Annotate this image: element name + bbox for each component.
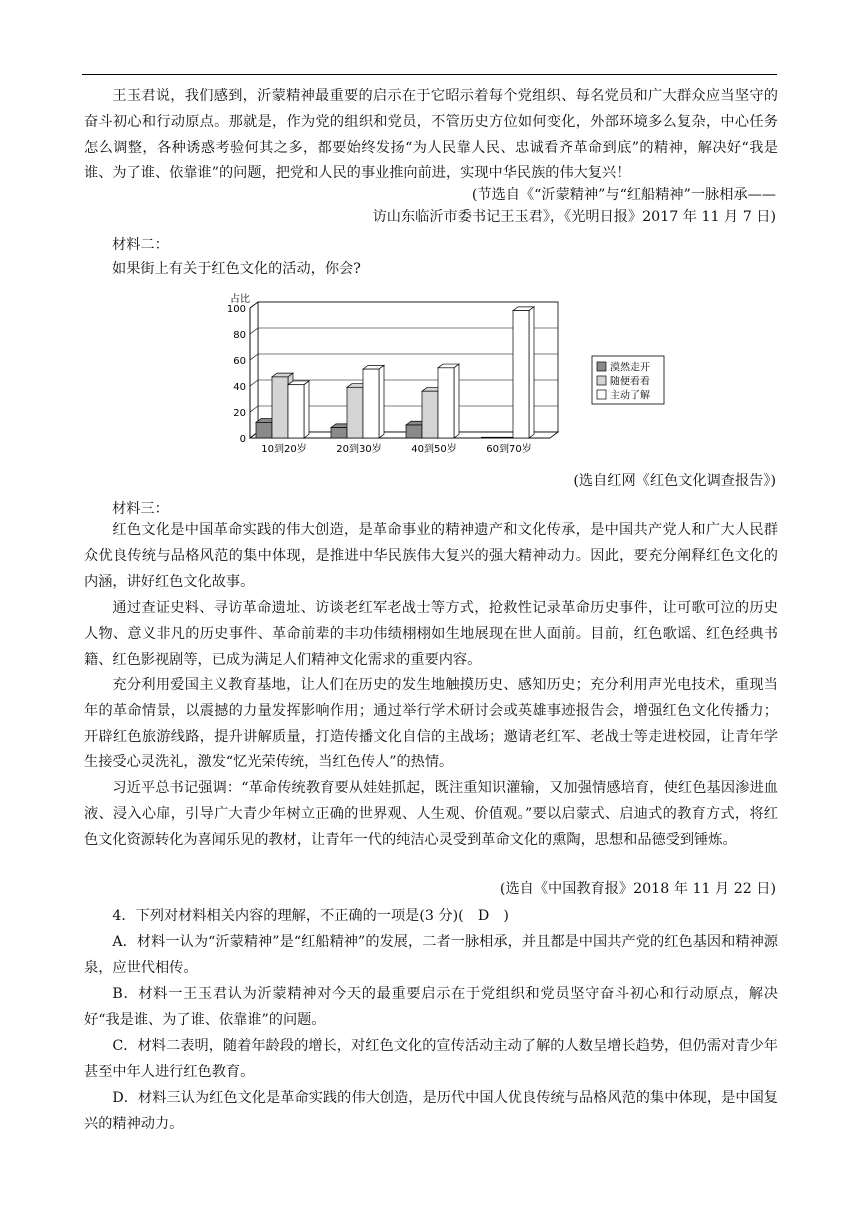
survey-chart-svg [220, 286, 680, 461]
y-tick-label: 0 [239, 434, 246, 445]
source3: (选自《中国教育报》2018 年 11 月 22 日) [499, 881, 776, 897]
material3-paragraph-3: 充分利用爱国主义教育基地，让人们在历史的发生地触摸历史、感知历史；充分利用声光电技术，重现当年的革命情景，以震撼的力量发挥影响作用；通过举行学术研讨会或英雄事迹报告会，增强红色文化传播力；开辟红色旅游线路，提升讲解质量，打造传播文化自信的主战场；邀请老红军、老战士等走进校园，让青年学生接受心灵洗礼，激发“忆光荣传统，当红色传人”的热情。 [84, 677, 778, 771]
y-tick-label: 20 [233, 408, 246, 419]
bar [363, 369, 379, 438]
material3-label: 材料三： [112, 501, 169, 517]
bar [272, 377, 288, 438]
bar-side-face [304, 381, 309, 438]
legend-swatch [597, 390, 606, 399]
x-tick-label: 40到50岁 [411, 444, 457, 455]
option-b: B．材料一王玉君认为沂蒙精神对今天的最重要启示在于党组织和党员坚守奋斗初心和行动原点，解决好“我是谁、为了谁、依靠谁”的问题。 [84, 986, 778, 1028]
x-tick-label: 20到30岁 [336, 444, 382, 455]
legend-swatch [597, 362, 606, 371]
material2-label: 材料二： [112, 237, 169, 253]
option-a: A．材料一认为“沂蒙精神”是“红船精神”的发展，二者一脉相承，并且都是中国共产党的红色基因和精神源泉，应世代相传。 [84, 934, 778, 976]
legend-swatch [597, 376, 606, 385]
bar [288, 385, 304, 438]
y-tick-label: 100 [226, 304, 246, 315]
option-c: C．材料二表明，随着年龄段的增长，对红色文化的宣传活动主动了解的人数呈增长趋势，但仍需对青少年甚至中年人进行红色教育。 [84, 1038, 778, 1080]
bar-side-face [379, 365, 384, 438]
material1-paragraph: 王玉君说，我们感到，沂蒙精神最重要的启示在于它昭示着每个党组织、每名党员和广大群众应当坚守的奋斗初心和行动原点。那就是，作为党的组织和党员，不管历史方位如何变化，外部环境多么复杂，中心任务怎么调整，各种诱惑考验何其之多，都要始终发扬“为人民靠人民、忠诚看齐革命到底”的精神，解决好“我是谁、为了谁、依靠谁”的问题，把党和人民的事业推向前进，实现中华民族的伟大复兴！ [84, 88, 778, 182]
legend-label: 漠然走开 [610, 362, 650, 374]
bar [422, 391, 438, 438]
legend-label: 随便看看 [610, 376, 650, 388]
bar [513, 311, 529, 438]
y-axis-label: 占比 [230, 294, 250, 305]
material3-paragraph-1: 红色文化是中国革命实践的伟大创造，是革命事业的精神遗产和文化传承，是中国共产党人和广大人民群众优良传统与品格风范的集中体现，是推进中华民族伟大复兴的强大精神动力。因此，要充分阐释红色文化的内涵，讲好红色文化故事。 [84, 522, 778, 590]
survey-chart [220, 286, 680, 461]
source1-line1: (节选自《“沂蒙精神”与“红船精神”一脉相承—— [471, 187, 776, 203]
bar [256, 422, 272, 438]
x-tick-label: 10到20岁 [261, 444, 307, 455]
bar [331, 428, 347, 438]
y-tick-label: 60 [233, 356, 246, 367]
material3-paragraph-4: 习近平总书记强调：“革命传统教育要从娃娃抓起，既注重知识灌输，又加强情感培育，使红色基因渗进血液、浸入心扉，引导广大青少年树立正确的世界观、人生观、价值观。”要以启蒙式、启迪式的教育方式，将红色文化资源转化为喜闻乐见的教材，让青年一代的纯洁心灵受到革命文化的熏陶，思想和品德受到锤炼。 [84, 780, 778, 848]
chart-source: (选自红网《红色文化调查报告》) [573, 473, 776, 489]
legend-label: 主动了解 [610, 390, 650, 402]
material2-question: 如果街上有关于红色文化的活动，你会? [112, 261, 361, 277]
material3-paragraph-2: 通过查证史料、寻访革命遗址、访谈老红军老战士等方式，抢救性记录革命历史事件，让可歌可泣的历史人物、意义非凡的历史事件、革命前辈的丰功伟绩栩栩如生地展现在世人面前。目前，红色歌谣、红色经典书籍、红色影视剧等，已成为满足人们精神文化需求的重要内容。 [84, 600, 778, 668]
chart-side-wall [250, 302, 258, 438]
bar [438, 368, 454, 438]
bar [406, 425, 422, 438]
y-tick-label: 40 [233, 382, 246, 393]
x-tick-label: 60到70岁 [486, 444, 532, 455]
bar-side-face [454, 364, 459, 438]
source1-line2: 访山东临沂市委书记王玉君》，《光明日报》2017 年 11 月 7 日) [372, 209, 776, 225]
question-stem: 4．下列对材料相关内容的理解，不正确的一项是(3 分)( D ) [112, 908, 509, 924]
y-tick-label: 80 [233, 330, 246, 341]
bar [347, 387, 363, 438]
top-rule [82, 74, 777, 75]
option-d: D．材料三认为红色文化是革命实践的伟大创造，是历代中国人优良传统与品格风范的集中体现，是中国复兴的精神动力。 [84, 1090, 778, 1132]
bar-side-face [529, 307, 534, 438]
